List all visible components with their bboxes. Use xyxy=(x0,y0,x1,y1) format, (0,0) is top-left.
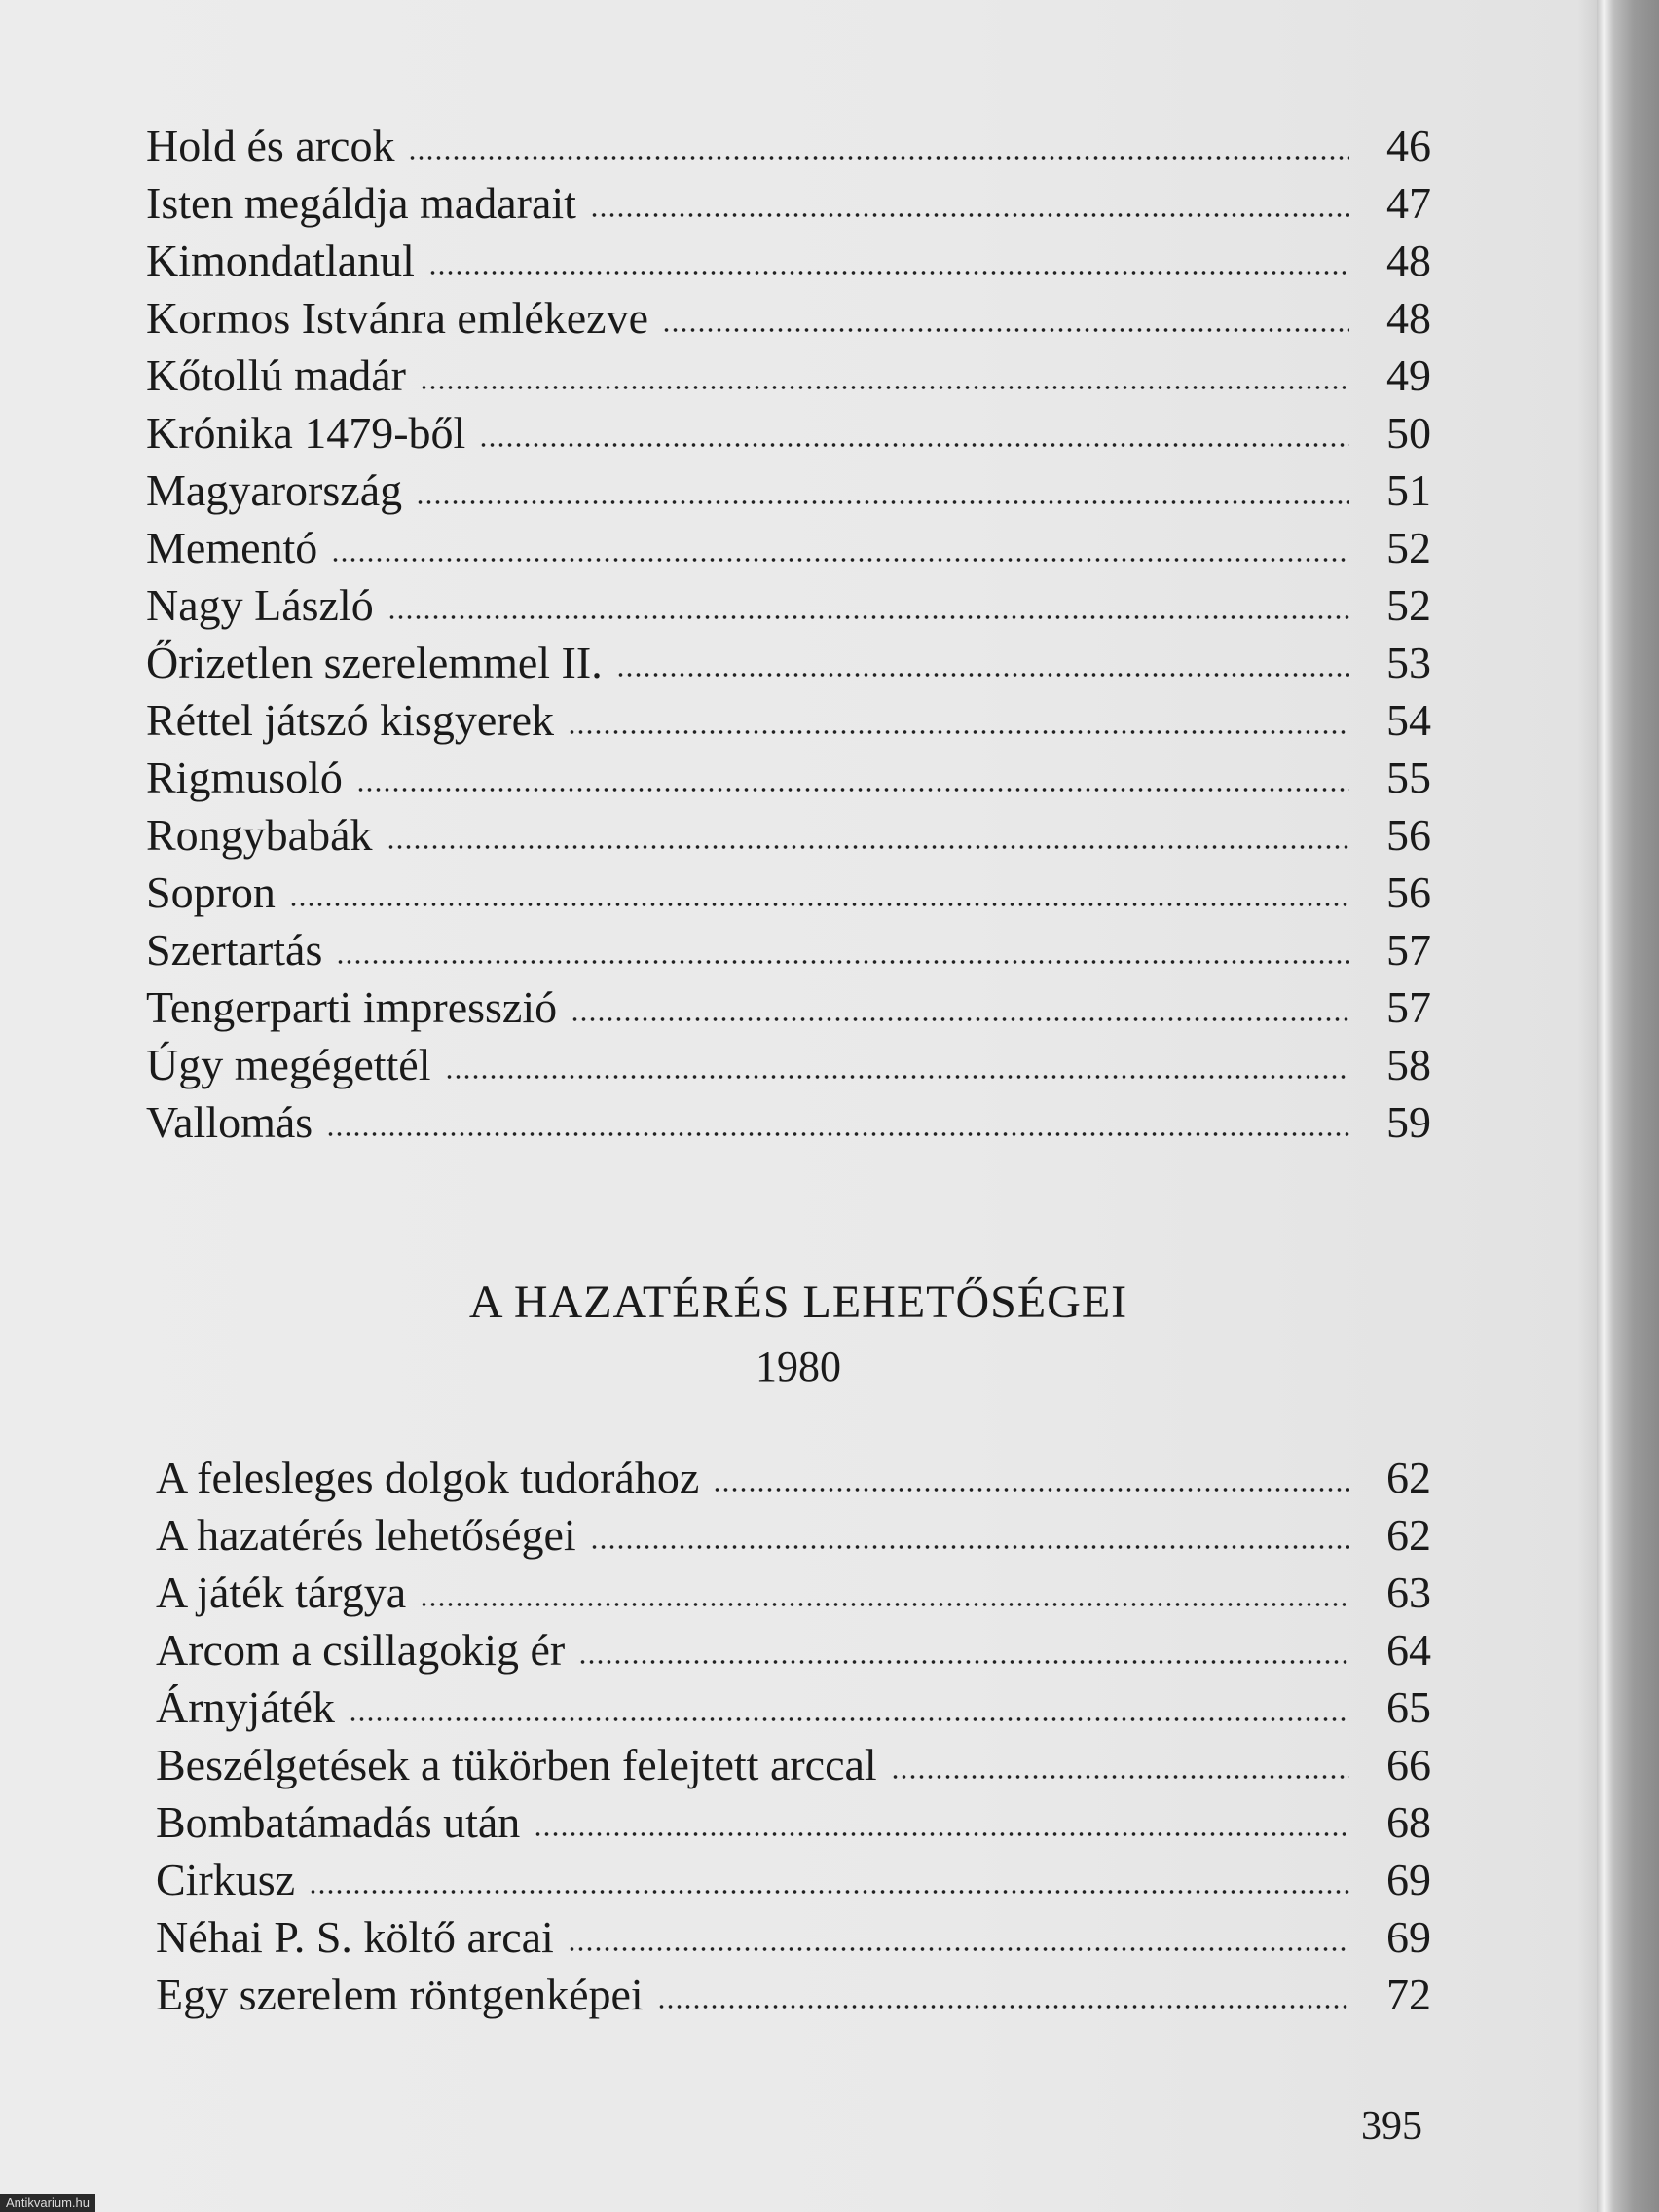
toc-entry-title: Krónika 1479-ből xyxy=(146,408,466,458)
toc-entry-page: 62 xyxy=(1386,1453,1431,1502)
toc-entry xyxy=(146,921,1431,978)
toc-entry xyxy=(156,1564,1431,1621)
toc-entry-page: 50 xyxy=(1386,408,1431,458)
toc-entry-page: 52 xyxy=(1386,580,1431,630)
toc-entry xyxy=(146,691,1431,749)
toc-entry xyxy=(146,461,1431,519)
toc-entry-page: 66 xyxy=(1386,1740,1431,1789)
toc-entry-page: 53 xyxy=(1386,638,1431,687)
toc-entry-title: Beszélgetések a tükörben felejtett arccal xyxy=(156,1740,877,1789)
toc-entry-title: Hold és arcok xyxy=(146,121,395,170)
toc-entry-page: 65 xyxy=(1386,1682,1431,1732)
dot-leader xyxy=(309,1889,1349,1895)
toc-entry-title: Sopron xyxy=(146,867,276,917)
toc-entry-title: Magyarország xyxy=(146,465,403,515)
toc-entry-page: 51 xyxy=(1386,465,1431,515)
dot-leader xyxy=(356,787,1349,793)
toc-entry-title: Rongybabák xyxy=(146,810,373,860)
toc-entry-page: 52 xyxy=(1386,523,1431,572)
dot-leader xyxy=(408,155,1349,161)
toc-entry xyxy=(146,289,1431,347)
toc-entry xyxy=(146,347,1431,404)
toc-entry xyxy=(146,174,1431,232)
toc-entry-title: Egy szerelem röntgenképei xyxy=(156,1970,644,2019)
dot-leader xyxy=(713,1487,1349,1493)
toc-entry-title: Úgy megégettél xyxy=(146,1040,431,1089)
toc-entry xyxy=(156,1736,1431,1793)
dot-leader xyxy=(479,442,1349,448)
toc-entry-page: 48 xyxy=(1386,236,1431,285)
toc-entry xyxy=(146,978,1431,1036)
toc-entry-page: 49 xyxy=(1386,350,1431,400)
dot-leader xyxy=(420,1602,1349,1607)
dot-leader xyxy=(326,1131,1349,1137)
toc-entry-title: Kőtollú madár xyxy=(146,350,406,400)
dot-leader xyxy=(445,1074,1349,1080)
toc-entry xyxy=(146,404,1431,461)
toc-entry xyxy=(146,1036,1431,1093)
dot-leader xyxy=(331,557,1349,563)
toc-entry xyxy=(146,634,1431,691)
toc-entry-page: 58 xyxy=(1386,1040,1431,1089)
toc-entry xyxy=(146,1093,1431,1151)
toc-entry-page: 46 xyxy=(1386,121,1431,170)
toc-entry-page: 57 xyxy=(1386,925,1431,975)
book-spine-edge xyxy=(1597,0,1659,2212)
toc-entry-title: Nagy László xyxy=(146,580,374,630)
toc-entry-title: Őrizetlen szerelemmel II. xyxy=(146,638,603,687)
toc-entry-page: 69 xyxy=(1386,1912,1431,1962)
dot-leader xyxy=(571,1016,1349,1022)
toc-entry-title: Isten megáldja madarait xyxy=(146,178,576,228)
toc-entry-title: Arcom a csillagokig ér xyxy=(156,1625,566,1675)
dot-leader xyxy=(428,270,1349,276)
toc-entry-page: 47 xyxy=(1386,178,1431,228)
toc-entry-title: A játék tárgya xyxy=(156,1567,407,1617)
toc-entry-title: Kimondatlanul xyxy=(146,236,415,285)
toc-entry xyxy=(146,232,1431,289)
dot-leader xyxy=(416,499,1349,505)
dot-leader xyxy=(568,729,1349,735)
toc-entry xyxy=(156,1621,1431,1678)
dot-leader xyxy=(578,1659,1349,1665)
toc-entry xyxy=(156,1506,1431,1564)
toc-entry-page: 63 xyxy=(1386,1567,1431,1617)
toc-entry-page: 69 xyxy=(1386,1855,1431,1904)
dot-leader xyxy=(590,1544,1349,1550)
dot-leader xyxy=(349,1716,1349,1722)
toc-entry-title: Tengerparti impresszió xyxy=(146,982,558,1032)
dot-leader xyxy=(336,959,1349,965)
toc-entry-title: A hazatérés lehetőségei xyxy=(156,1510,576,1560)
dot-leader xyxy=(657,2004,1349,2009)
page-gutter-shadow xyxy=(1577,0,1599,2212)
section-year: 1980 xyxy=(756,1343,841,1390)
page-number: 395 xyxy=(1361,2104,1422,2149)
toc-entry-title: Mementó xyxy=(146,523,318,572)
toc-entry-page: 72 xyxy=(1386,1970,1431,2019)
toc-entry-title: Rigmusoló xyxy=(146,753,343,802)
toc-entry xyxy=(156,1908,1431,1966)
toc-entry xyxy=(146,864,1431,921)
toc-entry-page: 62 xyxy=(1386,1510,1431,1560)
toc-entry-page: 68 xyxy=(1386,1797,1431,1847)
dot-leader xyxy=(420,385,1349,390)
toc-entry xyxy=(146,749,1431,806)
toc-entry-page: 56 xyxy=(1386,867,1431,917)
toc-entry-title: Néhai P. S. költő arcai xyxy=(156,1912,554,1962)
toc-entry xyxy=(146,806,1431,864)
toc-entry-title: Vallomás xyxy=(146,1097,313,1147)
toc-entry-title: Árnyjáték xyxy=(156,1682,335,1732)
toc-list-part2 xyxy=(156,1449,1431,2023)
toc-entry xyxy=(146,117,1431,174)
dot-leader xyxy=(289,902,1349,907)
toc-entry-title: Réttel játszó kisgyerek xyxy=(146,695,554,745)
toc-entry xyxy=(156,1678,1431,1736)
toc-entry-page: 59 xyxy=(1386,1097,1431,1147)
toc-entry-title: Kormos Istvánra emlékezve xyxy=(146,293,649,343)
toc-entry-title: Szertartás xyxy=(146,925,323,975)
toc-entry xyxy=(156,1851,1431,1908)
dot-leader xyxy=(568,1946,1349,1952)
watermark: Antikvarium.hu xyxy=(0,2194,95,2212)
toc-entry-title: Cirkusz xyxy=(156,1855,296,1904)
toc-entry xyxy=(156,1449,1431,1506)
toc-entry-title: Bombatámadás után xyxy=(156,1797,521,1847)
toc-entry xyxy=(156,1966,1431,2023)
toc-entry-page: 64 xyxy=(1386,1625,1431,1675)
toc-entry-page: 54 xyxy=(1386,695,1431,745)
dot-leader xyxy=(387,844,1349,850)
toc-entry-page: 48 xyxy=(1386,293,1431,343)
toc-entry xyxy=(146,519,1431,576)
toc-list-part1 xyxy=(146,117,1431,1151)
toc-entry-title: A felesleges dolgok tudorához xyxy=(156,1453,700,1502)
dot-leader xyxy=(891,1774,1349,1780)
dot-leader xyxy=(590,212,1349,218)
dot-leader xyxy=(534,1831,1349,1837)
dot-leader xyxy=(662,327,1349,333)
dot-leader xyxy=(387,614,1349,620)
toc-entry-page: 57 xyxy=(1386,982,1431,1032)
section-title: A HAZATÉRÉS LEHETŐSÉGEI xyxy=(468,1276,1128,1328)
dot-leader xyxy=(616,672,1349,678)
toc-entry-page: 55 xyxy=(1386,753,1431,802)
toc-entry-page: 56 xyxy=(1386,810,1431,860)
toc-entry xyxy=(156,1793,1431,1851)
toc-entry xyxy=(146,576,1431,634)
